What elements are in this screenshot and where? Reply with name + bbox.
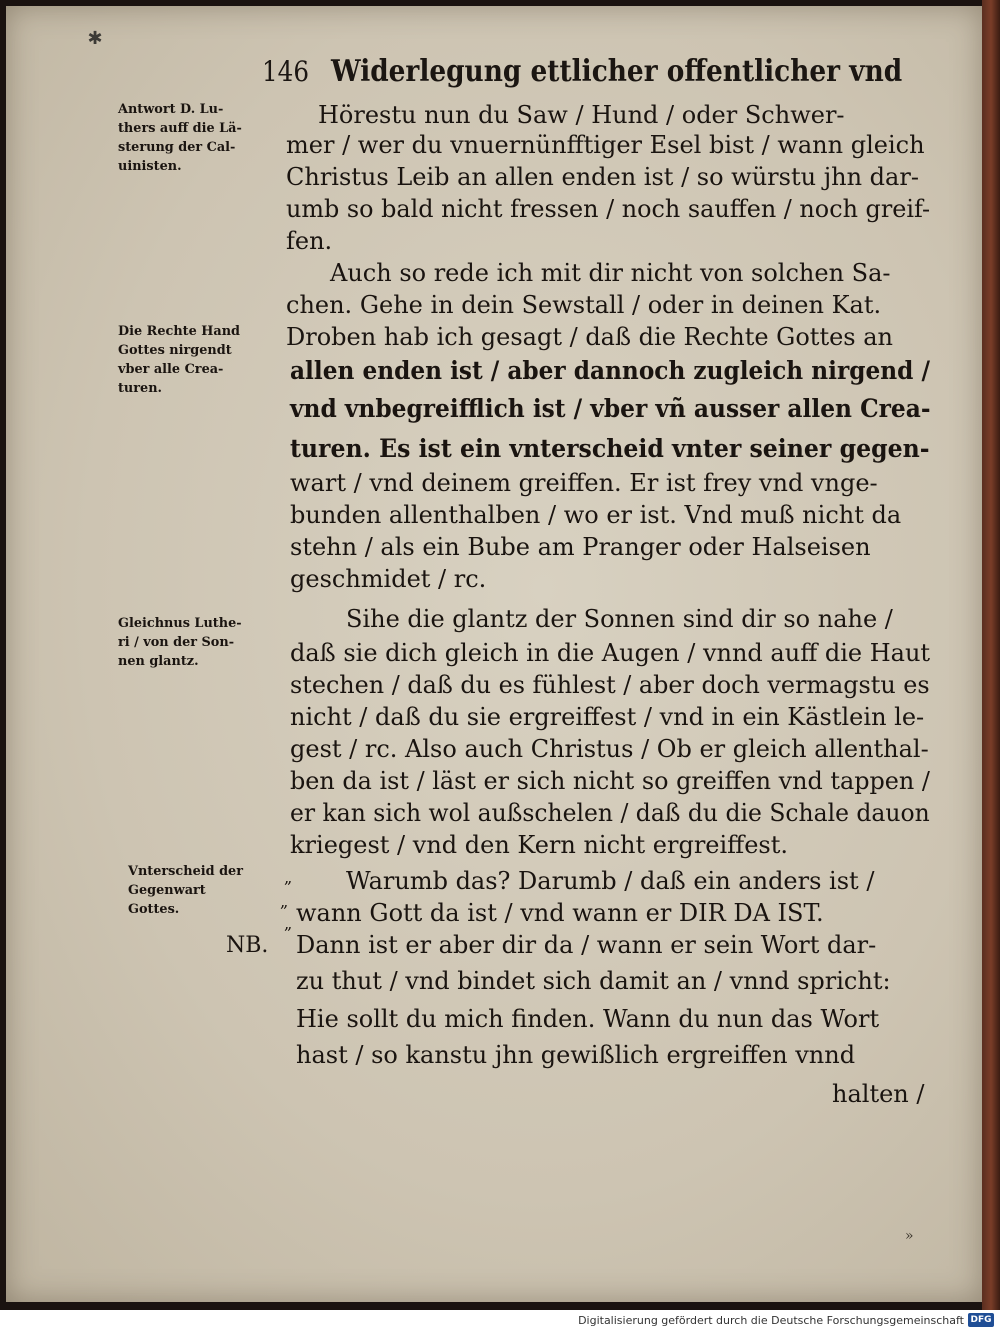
margin-note-antwort: Antwort D. Lu- thers auff die Lä- sterung der Cal- uinisten. (118, 102, 242, 174)
text-line: allen enden ist / aber dannoch zugleich nirgend / (290, 356, 930, 385)
text-line: daß sie dich gleich in die Augen / vnnd auff die Haut (290, 639, 931, 667)
text-line: nicht / daß du sie ergreiffest / vnd in ein Kästlein le- (290, 703, 925, 731)
text-line: Droben hab ich gesagt / daß die Rechte Gottes an (286, 323, 893, 351)
margin-note-gleichnus: Gleichnus Luthe- ri / von der Son- nen glantz. (118, 616, 242, 669)
quote-mark: „ (280, 892, 289, 911)
catchword: halten / (832, 1080, 925, 1108)
text-line: zu thut / vnd bindet sich damit an / vnnd spricht: (296, 967, 891, 995)
page-header (262, 54, 903, 94)
text-line: stehn / als ein Bube am Pranger oder Halseisen (290, 533, 871, 561)
text-line: hast / so kanstu jhn gewißlich ergreiffen vnnd (296, 1041, 856, 1069)
text-line: geschmidet / rc. (290, 565, 487, 593)
margin-note-rechte-hand: Die Rechte Hand Gottes nirgendt vber alle Crea- turen. (118, 324, 241, 396)
quote-mark: „ (284, 868, 293, 887)
margin-note-vnterscheid: Vnterscheid der Gegenwart Gottes. (128, 864, 243, 917)
text-line: Warumb das? Darumb / daß ein anders ist / (346, 867, 875, 895)
book-binding-edge (982, 0, 1000, 1310)
running-title: Widerlegung ettlicher offentlicher vnd (331, 54, 903, 89)
text-line: wart / vnd deinem greiffen. Er ist frey vnd vnge- (290, 469, 878, 497)
ink-blot-icon: ✱ (87, 28, 103, 49)
text-line: gest / rc. Also auch Christus / Ob er gleich allenthal- (290, 735, 929, 763)
dfg-logo-icon: DFG (968, 1313, 994, 1327)
text-line: stechen / daß du es fühlest / aber doch vermagstu es (290, 671, 930, 699)
text-line: Hie sollt du mich finden. Wann du nun das Wort (296, 1005, 880, 1033)
text-line: mer / wer du vnuernünfftiger Esel bist / wann gleich (286, 131, 925, 159)
text-line: turen. Es ist ein vnterscheid vnter seiner gegen- (290, 434, 930, 463)
text-line: Dann ist er aber dir da / wann er sein Wort dar- (296, 931, 877, 959)
text-line: Hörestu nun du Saw / Hund / oder Schwer- (318, 101, 845, 129)
text-line: kriegest / vnd den Kern nicht ergreiffest. (290, 831, 789, 859)
footer-credit: Digitalisierung gefördert durch die Deutsche Forschungsgemeinschaft (578, 1314, 964, 1327)
text-line: er kan sich wol außschelen / daß du die Schale dauon (290, 799, 930, 827)
stray-ink-mark: » (905, 1228, 914, 1244)
text-line: umb so bald nicht fressen / noch sauffen / noch greif- (286, 195, 931, 223)
nota-bene-label: NB. (226, 933, 269, 958)
text-line: bunden allenthalben / wo er ist. Vnd muß nicht da (290, 501, 902, 529)
text-line: Auch so rede ich mit dir nicht von solchen Sa- (330, 259, 891, 287)
page-number: 146 (262, 55, 309, 88)
text-line: chen. Gehe in dein Sewstall / oder in deinen Kat. (286, 291, 882, 319)
text-line: fen. (286, 227, 333, 255)
text-line: Sihe die glantz der Sonnen sind dir so nahe / (346, 605, 893, 633)
text-line: Christus Leib an allen enden ist / so würstu jhn dar- (286, 163, 919, 191)
text-line: wann Gott da ist / vnd wann er DIR DA IST. (296, 899, 824, 927)
text-line: ben da ist / läst er sich nicht so greiffen vnd tappen / (290, 767, 930, 795)
text-line: vnd vnbegreifflich ist / vber vñ ausser allen Crea- (290, 394, 931, 423)
quote-mark: „ (284, 914, 293, 933)
